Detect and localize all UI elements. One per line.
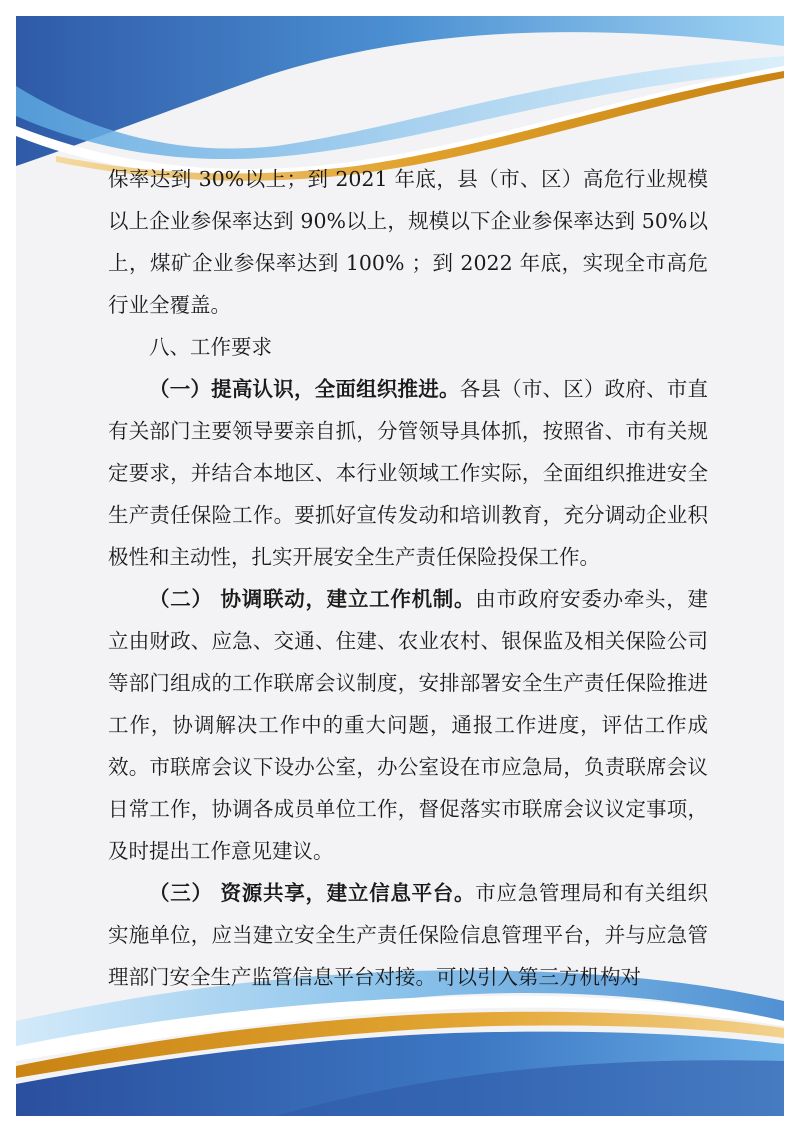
document-body xyxy=(108,158,708,998)
paragraph-text: 各县（市、区）政府、市直有关部门主要领导要亲自抓，分管领导具体抓，按照省、市有关规定要求，并结合本地区、本行业领域工作实际，全面组织推进安全生产责任保险工作。要抓好宣传发动和培训教育，充分调动企业积极性和主动性，扎实开展安全生产责任保险投保工作。 xyxy=(108,377,709,569)
paragraph xyxy=(108,368,708,578)
paragraph xyxy=(108,578,708,872)
section-heading-text: 八、工作要求 xyxy=(149,335,272,359)
document-page xyxy=(16,16,784,1116)
paragraph xyxy=(108,158,708,326)
paragraph-lead: （二） 协调联动，建立工作机制。 xyxy=(149,587,476,611)
section-heading xyxy=(108,326,708,368)
paragraph-text: 市应急管理局和有关组织实施单位，应当建立安全生产责任保险信息管理平台，并与应急管理部门安全生产监管信息平台对接。可以引入第三方机构对 xyxy=(108,881,709,989)
paragraph-text: 由市政府安委办牵头，建立由财政、应急、交通、住建、农业农村、银保监及相关保险公司等部门组成的工作联席会议制度，安排部署安全生产责任保险推进工作，协调解决工作中的重大问题，通报工作进度，评估工作成效。市联席会议下设办公室，办公室设在市应急局，负责联席会议日常工作，协调各成员单位工作，督促落实市联席会议议定事项，及时提出工作意见建议。 xyxy=(108,587,709,863)
paragraph xyxy=(108,872,708,998)
paragraph-lead: （一）提高认识，全面组织推进。 xyxy=(149,377,460,401)
paragraph-text: 保率达到 30%以上；到 2021 年底，县（市、区）高危行业规模以上企业参保率达到 90%以上，规模以下企业参保率达到 50%以上，煤矿企业参保率达到 100% ；到 2022 年底，实现全市高危行业全覆盖。 xyxy=(108,167,708,317)
paragraph-lead: （三） 资源共享，建立信息平台。 xyxy=(149,881,476,905)
